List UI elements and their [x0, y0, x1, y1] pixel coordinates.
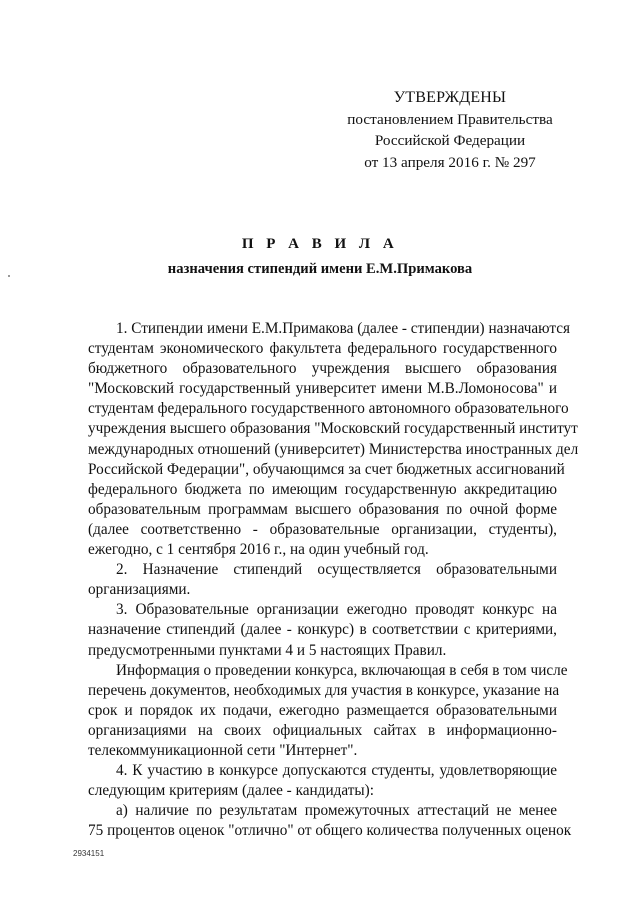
paragraph-1-line: федерального бюджета по имеющим государственную аккредитацию	[88, 480, 557, 498]
approval-title: УТВЕРЖДЕНЫ	[393, 89, 507, 106]
paragraph-1-line: (далее соответственно - образовательные организации, студенты),	[88, 520, 557, 538]
paragraph-4a-line: 75 процентов оценок "отлично" от общего количества полученных оценок	[88, 822, 572, 840]
paragraph-3-line: назначение стипендий (далее - конкурс) в соответствии с критериями,	[88, 621, 557, 639]
body-text	[88, 319, 579, 841]
paragraph-1-line: "Московский государственный университет имени М.В.Ломоносова" и	[88, 380, 557, 398]
paragraph-3-line: предусмотренными пунктами 4 и 5 настоящих Правил.	[88, 641, 447, 659]
paragraph-1-line: учреждения высшего образования "Московский государственный институт	[88, 420, 578, 438]
paragraph-4-line: следующим критериям (далее - кандидаты):	[88, 782, 374, 800]
paragraph-1-line: международных отношений (университет) Министерства иностранных дел	[88, 440, 579, 458]
paragraph-1-line: образовательным программам высшего образования по очной форме	[88, 500, 557, 518]
paragraph-1-line: студентам федерального государственного автономного образовательного	[88, 400, 569, 418]
paragraph-3-line: 3. Образовательные организации ежегодно проводят конкурс на	[116, 601, 557, 619]
approval-line: Российской Федерации	[374, 132, 526, 149]
paragraph-1-line: студентам экономического факультета федерального государственного	[88, 340, 557, 358]
paragraph-info-line: телекоммуникационной сети "Интернет".	[88, 741, 358, 759]
approval-line: постановлением Правительства	[347, 110, 553, 128]
paragraph-1-line: бюджетного образовательного учреждения высшего образования	[88, 360, 557, 378]
paragraph-info-line: перечень документов, необходимых для участия в конкурсе, указание на	[88, 681, 560, 699]
paragraph-2-line: 2. Назначение стипендий осуществляется образовательными	[116, 561, 557, 579]
paragraph-1-line: 1. Стипендии имени Е.М.Примакова (далее - стипендии) назначаются	[116, 320, 570, 337]
paragraph-info-line: срок и порядок их подачи, ежегодно размещается образовательными	[88, 701, 557, 719]
paragraph-1-line: Российской Федерации", обучающимся за счет бюджетных ассигнований	[88, 460, 565, 478]
paragraph-2-line: организациями.	[88, 581, 191, 599]
paragraph-info-line: организациями на своих официальных сайтах в информационно-	[88, 721, 557, 739]
approval-block	[320, 87, 580, 173]
paragraph-4a-line: а) наличие по результатам промежуточных аттестаций не менее	[116, 802, 557, 820]
document-title: П Р А В И Л А	[241, 236, 399, 252]
document-code: 2934151	[73, 849, 105, 858]
paragraph-1-line: ежегодно, с 1 сентября 2016 г., на один учебный год.	[88, 541, 429, 559]
document-subtitle: назначения стипендий имени Е.М.Примакова	[167, 261, 473, 277]
approval-line: от 13 апреля 2016 г. № 297	[364, 153, 536, 171]
paragraph-4-line: 4. К участию в конкурсе допускаются студенты, удовлетворяющие	[116, 762, 557, 780]
paragraph-info-line: Информация о проведении конкурса, включающая в себя в том числе	[116, 661, 568, 679]
